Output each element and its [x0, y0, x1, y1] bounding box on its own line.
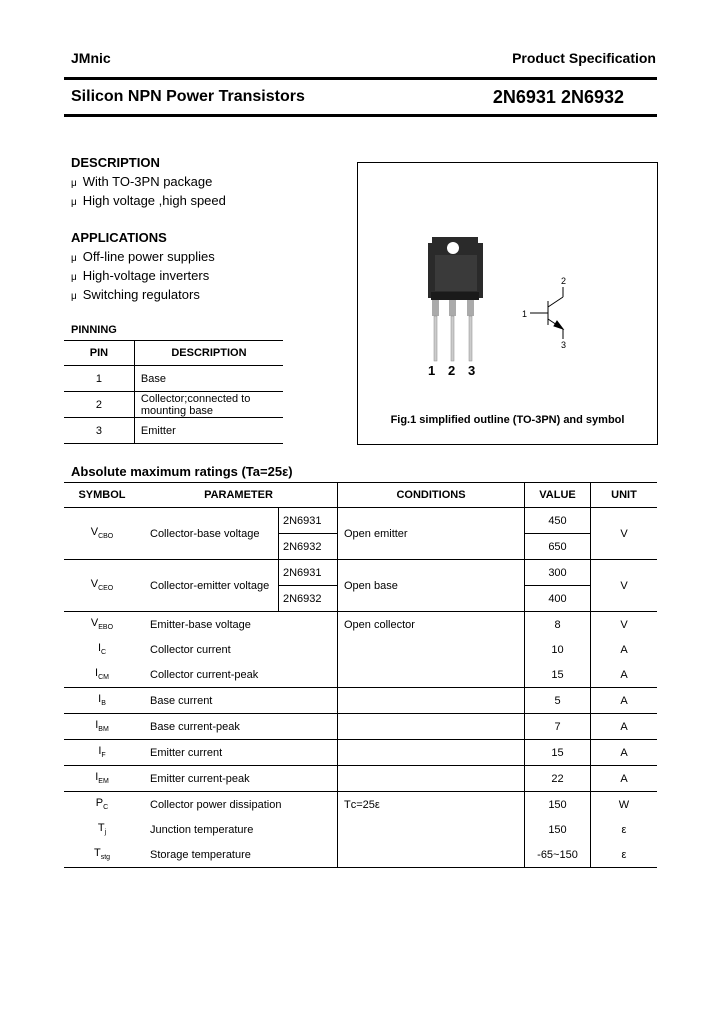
table-row: $V_{CEO}$ Collector-emitter voltage 2N6931 Open base 300 V — [64, 560, 657, 586]
table-row: $I_B$ Base current 5 A — [64, 688, 657, 714]
npn-transistor-symbol-icon — [530, 287, 563, 339]
header-rule-top — [64, 77, 657, 80]
description-item: μ High voltage ,high speed — [71, 193, 226, 208]
part-numbers: 2N6931 2N6932 — [492, 87, 624, 107]
pinning-table — [64, 340, 283, 444]
table-row: $I_C$ Collector current 10 A — [64, 637, 657, 662]
table-row: 3 Emitter — [64, 418, 283, 444]
ratings-heading: Absolute maximum ratings (Ta=25ε) — [71, 464, 293, 479]
symbol-pin-label: 2 — [561, 276, 567, 286]
figure-box — [357, 162, 658, 445]
transistor-package-image — [428, 237, 483, 361]
application-item: μ High-voltage inverters — [71, 268, 210, 283]
package-pin-label: 1 — [428, 363, 436, 378]
table-row: $T_{stg}$ Storage temperature -65~150 ε — [64, 842, 657, 868]
package-pin-label: 2 — [448, 363, 456, 378]
symbol-pin-label: 3 — [561, 340, 567, 350]
figure-svg — [358, 163, 657, 444]
pinning-heading: PINNING — [71, 324, 117, 336]
conditions-col-header: CONDITIONS — [338, 483, 525, 508]
value-col-header: VALUE — [525, 483, 591, 508]
header-rule-bottom — [64, 114, 657, 117]
package-pin-label: 3 — [468, 363, 476, 378]
description-heading: DESCRIPTION — [71, 155, 160, 170]
table-row: $T_j$ Junction temperature 150 ε — [64, 817, 657, 842]
document-type: Product Specification — [512, 50, 656, 66]
table-row: $P_C$ Collector power dissipation Tᴄ=25ε 150 W — [64, 792, 657, 818]
pin-desc-col-header: DESCRIPTION — [134, 341, 283, 366]
applications-heading: APPLICATIONS — [71, 230, 167, 245]
table-row: 2N6932 650 — [64, 534, 657, 560]
figure-caption: Fig.1 simplified outline (TO-3PN) and symbol — [390, 414, 625, 426]
table-row: $V_{CBO}$ Collector-base voltage 2N6931 Open emitter 450 V — [64, 508, 657, 534]
symbol-col-header: SYMBOL — [64, 483, 140, 508]
description-item: μ With TO-3PN package — [71, 174, 213, 189]
table-row: 2 Collector;connected to mounting base — [64, 392, 283, 418]
application-item: μ Switching regulators — [71, 287, 200, 302]
document-title: Silicon NPN Power Transistors — [71, 88, 305, 105]
table-row: $V_{EBO}$ Emitter-base voltage Open collector 8 V — [64, 612, 657, 638]
pin-col-header: PIN — [64, 341, 134, 366]
table-row: $I_{EM}$ Emitter current-peak 22 A — [64, 766, 657, 792]
unit-col-header: UNIT — [591, 483, 658, 508]
application-item: μ Off-line power supplies — [71, 249, 215, 264]
table-row: 2N6932 400 — [64, 586, 657, 612]
table-row: 1 Base — [64, 366, 283, 392]
absolute-max-ratings-table — [64, 482, 657, 868]
parameter-col-header: PARAMETER — [140, 483, 338, 508]
table-row: $I_F$ Emitter current 15 A — [64, 740, 657, 766]
symbol-pin-label: 1 — [522, 309, 528, 319]
brand-name: JMnic — [71, 50, 111, 66]
table-row: $I_{CM}$ Collector current-peak 15 A — [64, 662, 657, 688]
table-row: $I_{BM}$ Base current-peak 7 A — [64, 714, 657, 740]
